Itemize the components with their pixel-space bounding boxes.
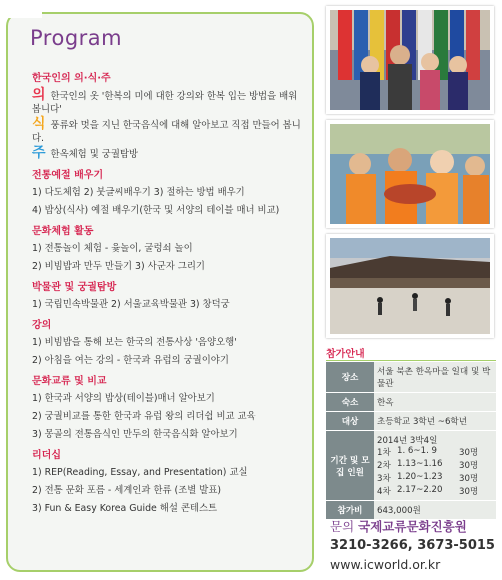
table-row [326, 393, 496, 412]
list-item: 1) 전통놀이 체험 - 윷놀이, 굴렁쇠 놀이 [32, 243, 193, 254]
place-value: 서울 북촌 한옥마을 일대 및 박물관 [374, 362, 496, 393]
schedule-count: 30명 [459, 461, 479, 471]
schedule-grid [377, 446, 493, 497]
schedule-round: 2차 [377, 461, 391, 471]
section-culture-activity [32, 225, 304, 273]
photo-food-event [326, 120, 494, 228]
table-row [326, 431, 496, 501]
period-label: 기간 및 모집 인원 [326, 431, 374, 501]
target-value: 초등학교 3학년 ~6학년 [374, 412, 496, 431]
program-content [32, 72, 304, 523]
contact-line [330, 517, 467, 535]
table-row [326, 412, 496, 431]
contact-org: 국제교류문화진흥원 [358, 519, 467, 534]
korean-item-food [32, 118, 304, 145]
list-item: 1) 한국과 서양의 밥상(테이블)매너 알아보기 [32, 393, 215, 404]
section-heading: 전통예절 배우기 [32, 170, 104, 181]
schedule-round: 1차 [377, 448, 391, 458]
period-header: 2014년 3박4일 [377, 436, 438, 446]
lodging-label: 숙소 [326, 393, 374, 412]
photo-palace-courtyard [326, 234, 494, 338]
place-label: 장소 [326, 362, 374, 393]
korean-item-housing [32, 147, 304, 161]
schedule-round: 3차 [377, 474, 391, 484]
section-heading: 문화교류 및 비교 [32, 376, 107, 387]
section-heading: 리더십 [32, 450, 61, 461]
section-heading: 문화체험 활동 [32, 226, 94, 237]
food-text: 풍류와 멋을 지닌 한국음식에 대해 알아보고 직접 만들어 봅니다. [32, 120, 301, 144]
list-item: 1) 다도체험 2) 붓글씨배우기 3) 절하는 방법 배우기 [32, 187, 245, 198]
lodging-value: 한옥 [374, 393, 496, 412]
section-heading: 강의 [32, 320, 52, 331]
period-value [374, 431, 496, 501]
contact-phone: 3210-3266, 3673-5015 [330, 538, 495, 553]
list-item: 1) 비빔밥을 통해 보는 한국의 전통사상 '음양오행' [32, 337, 237, 348]
clothing-mark: 의 [32, 87, 46, 103]
list-item: 2) 비빔밥과 만두 만들기 3) 사군자 그리기 [32, 261, 205, 272]
section-leadership [32, 449, 304, 515]
housing-mark: 주 [32, 145, 46, 161]
info-heading: 참가안내 [326, 349, 365, 360]
fee-label: 참가비 [326, 501, 374, 520]
housing-text: 한옥체험 및 궁궐탐방 [50, 149, 138, 160]
schedule-dates: 2.17~2.20 [397, 485, 443, 495]
list-item: 3) 몽골의 전통음식인 만두의 한국음식화 알아보기 [32, 429, 238, 440]
section-museum-tour [32, 281, 304, 311]
section-exchange [32, 375, 304, 441]
schedule-dates: 1. 6~1. 9 [397, 446, 437, 456]
list-item: 3) Fun & Easy Korea Guide 해설 콘테스트 [32, 503, 218, 514]
list-item: 1) 국립민속박물관 2) 서울교육박물관 3) 창덕궁 [32, 299, 230, 310]
list-item: 1) REP(Reading, Essay, and Presentation) 교실 [32, 467, 248, 478]
korean-item-clothing [32, 89, 304, 116]
contact-website[interactable]: www.icworld.or.kr [330, 557, 441, 572]
fee-value: 643,000원 [374, 501, 496, 520]
program-title: Program [30, 26, 123, 50]
schedule-count: 30명 [459, 474, 479, 484]
section-heading: 한국인의 의·식·주 [32, 73, 111, 84]
section-lecture [32, 319, 304, 367]
list-item: 4) 밥상(식사) 예절 배우기(한국 및 서양의 테이블 매너 비교) [32, 205, 280, 216]
section-heading: 박물관 및 궁궐탐방 [32, 282, 117, 293]
contact-prefix: 문의 [330, 519, 355, 534]
schedule-round: 4차 [377, 487, 391, 497]
target-label: 대상 [326, 412, 374, 431]
clothing-text: 한국인의 옷 '한복의 미에 대한 강의와 한복 입는 방법을 배워봅니다' [32, 91, 298, 115]
food-mark: 식 [32, 116, 46, 132]
section-korean-life [32, 72, 304, 161]
info-divider [326, 360, 496, 361]
info-table [326, 362, 496, 520]
schedule-count: 30명 [459, 487, 479, 497]
list-item: 2) 전통 문화 포름 - 세계인과 한류 (조별 발표) [32, 485, 222, 496]
schedule-dates: 1.13~1.16 [397, 459, 443, 469]
schedule-count: 30명 [459, 448, 479, 458]
table-row [326, 362, 496, 393]
photo-flags-group [326, 6, 494, 114]
list-item: 2) 궁궐비교를 통한 한국과 유럽 왕의 리더쉽 비교 교육 [32, 411, 256, 422]
section-etiquette [32, 169, 304, 217]
list-item: 2) 아침을 여는 강의 - 한국과 유럽의 궁궐이야기 [32, 355, 229, 366]
schedule-dates: 1.20~1.23 [397, 472, 443, 482]
